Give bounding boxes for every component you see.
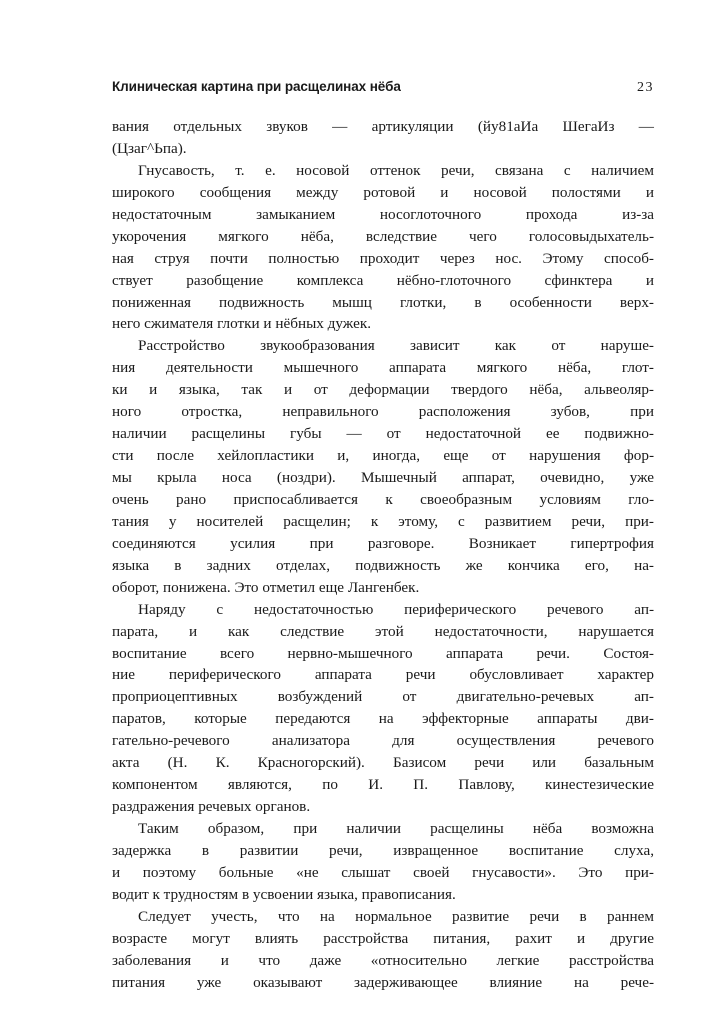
text-line: Следует учесть, что на нормальное развитие речи в раннем [138,907,654,925]
text-line: парата, и как следствие этой недостаточности, нарушается [112,622,654,640]
text-line: Таким образом, при наличии расщелины нёба возможна [138,820,654,837]
text-line: питания уже оказывают задерживающее влияние на рече- [112,973,654,991]
text-line: него сжимателя глотки и нёбных дужек. [112,315,372,333]
text-line: ствует разобщение комплекса нёбно-глоточного сфинктера и [112,271,654,289]
text-line: Расстройство звукообразования зависит как от наруше- [138,337,654,355]
text-line: задержка в развитии речи, извращенное воспитание слуха, [112,841,654,859]
text-line: тания у носителей расщелин; к этому, с развитием речи, при- [112,512,654,530]
text-line: наличии расщелины губы — от недостаточной ее подвижно- [112,425,654,443]
text-line: водит к трудностям в усвоении языка, правописания. [112,885,456,903]
text-line: воспитание всего нервно-мышечного аппарата речи. Состоя- [112,644,654,662]
text-line: пониженная подвижность мышц глотки, в особенности верх- [112,293,654,311]
text-line: сти после хейлопластики и, иногда, еще от нарушения фор- [112,447,654,465]
text-line: ная струя почти полностью проходит через нос. Этому способ- [112,249,654,267]
text-line: ние периферического аппарата речи обусловливает характер [112,666,654,684]
text-line: паратов, которые передаются на эффекторные аппараты дви- [112,710,654,728]
text-line: Гнусавость, т. е. носовой оттенок речи, связана с наличием [138,161,654,179]
page-number: 23 [637,80,654,95]
text-line: возрасте могут влиять расстройства питания, рахит и другие [112,929,654,947]
text-line: ного отростка, неправильного расположения зубов, при [112,403,654,421]
text-line: компонентом являются, по И. П. Павлову, кинестезические [112,776,654,794]
text-line: Наряду с недостаточностью периферического речевого ап- [138,600,654,618]
text-line: и поэтому больные «не слышат своей гнусавости». Это при- [112,863,654,881]
text-line: оборот, понижена. Это отметил еще Лангенбек. [112,578,420,596]
running-head [112,79,654,99]
text-line: укорочения мягкого нёба, вследствие чего голосовыдыхатель- [112,227,654,245]
text-line: широкого сообщения между ротовой и носовой полостями и [112,183,654,201]
text-line: гательно-речевого анализатора для осуществления речевого [112,732,654,750]
text-line: акта (Н. К. Красногорский). Базисом речи или базальным [112,754,654,772]
body-text [112,116,654,994]
text-line: очень рано приспосабливается к своеобразным условиям гло- [112,490,654,508]
text-line: ки и языка, так и от деформации твердого нёба, альвеоляр- [112,381,654,399]
text-line: вания отдельных звуков — артикуляции (йу81аИа ШегаИз — [112,118,654,135]
text-line: языка в задних отделах, подвижность же кончика его, на- [112,556,654,574]
text-line: раздражения речевых органов. [112,798,311,816]
text-line: проприоцептивных возбуждений от двигательно-речевых ап- [112,688,654,706]
text-line: соединяются усилия при разговоре. Возникает гипертрофия [112,534,654,552]
text-line: ния деятельности мышечного аппарата мягкого нёба, глот- [112,359,654,377]
text-line: заболевания и что даже «относительно легкие расстройства [112,951,654,969]
text-line: (Цзаг^Ьпа). [112,139,187,157]
text-line: недостаточным замыканием носоглоточного прохода из-за [112,205,654,223]
running-head-title: Клиническая картина при расщелинах нёба [112,79,401,94]
text-line: мы крыла носа (ноздри). Мышечный аппарат, очевидно, уже [112,469,654,486]
